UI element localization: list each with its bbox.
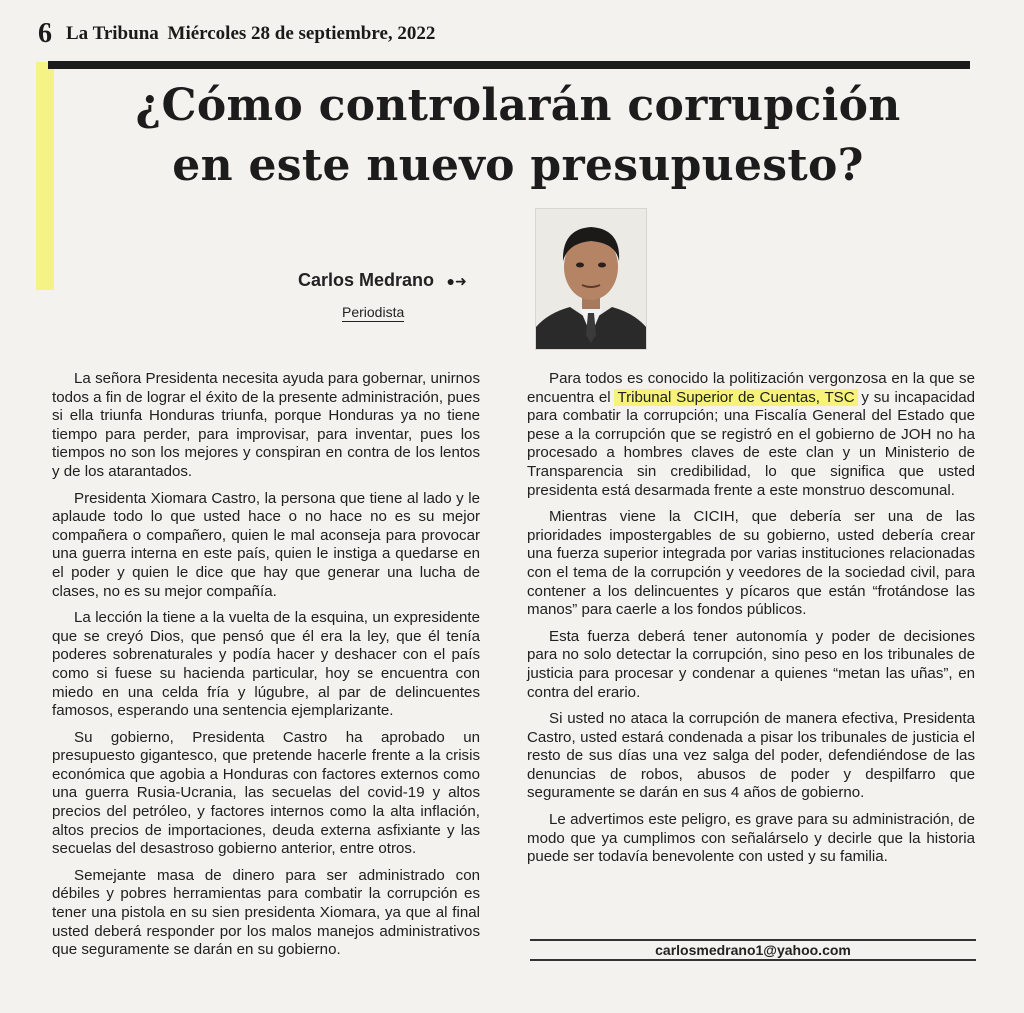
paragraph-text: Para todos es conocido la politización vergonzosa en la que se encuentra el	[527, 370, 975, 406]
paragraph: Mientras viene la CICIH, que debería ser una de las prioridades impostergables de su gobierno, usted debería crear una fuerza superior integrada por varias instituciones relacionadas con el tema de la corrupción y veedores de la sociedad civil, para contener a los delincuentes y pícaros que están “frotándose las manos” para caerle a los fondos públicos.	[527, 508, 975, 619]
author-photo	[535, 208, 647, 350]
top-rule	[48, 61, 970, 69]
headline-line-2: en este nuevo presupuesto?	[172, 140, 864, 191]
highlighted-text: Tribunal Superior de Cuentas, TSC	[614, 389, 857, 406]
paragraph: Presidenta Xiomara Castro, la persona que tiene al lado y le aplaude todo lo que usted hace o no hace no es su mejor compañera o compañero, quien le mal aconseja para provocar una guerra interna en este país, quien le instiga a quedarse en el poder y quien le dice que hay que generar una lucha de clases, no es su mejor compañía.	[52, 489, 480, 600]
arrow-ornament-icon: ●➜	[446, 273, 467, 289]
page-header	[38, 18, 435, 50]
article-column-right	[527, 370, 975, 875]
author-name: Carlos Medrano	[298, 270, 435, 290]
paragraph: La lección la tiene a la vuelta de la esquina, un expresidente que se creyó Dios, que pensó que él era la ley, que él tenía poderes sobrenaturales y podía hacer y deshacer con el país como si fuese su hacienda particular, hoy se encuentra con miedo en una celda fría y lúgubre, al par de delincuentes famosos, esperando una sentencia ejemplarizante.	[52, 609, 480, 720]
paragraph	[527, 370, 975, 500]
paragraph: Le advertimos este peligro, es grave para su administración, de modo que ya cumplimos con señalárselo y decirle que la historia puede ser todavía benevolente con usted y su familia.	[527, 811, 975, 866]
footer-rule-bottom	[530, 959, 976, 961]
paragraph-text: y su incapacidad para combatir la corrupción; una Fiscalía General del Estado que pese a la corrupción que se registró en el gobierno de JOH no ha procesado a hombres claves de este clan y un Ministerio de Transparencia sin credibilidad, lo que significa que usted presidenta está desarmada frente a este monstruo descomunal.	[527, 388, 976, 499]
byline	[298, 270, 518, 320]
author-role: Periodista	[342, 304, 405, 320]
paragraph: La señora Presidenta necesita ayuda para gobernar, unirnos todos a fin de lograr el éxito de la presente administración, pues si ella triunfa Honduras triunfa, porque Honduras ya no tiene tiempo para perder, para improvisar, para inventar, pues los tiempos no son los mejores y conspiran en contra de los lentos y de los atarantados.	[52, 370, 480, 480]
footer-rule-top	[530, 939, 976, 941]
paragraph: Su gobierno, Presidenta Castro ha aprobado un presupuesto gigantesco, que pretende hacerle frente a la crisis económica que agobia a Honduras con factores externos como una guerra Rusia-Ucrania, las secuelas del covid-19 y altos precios del petróleo, y factores internos como la alta inflación, altos precios de importaciones, deuda externa asfixiante y las secuelas del desastroso gobierno anterior, entre otros.	[52, 728, 480, 858]
article-column-left	[52, 370, 480, 968]
paragraph: Si usted no ataca la corrupción de manera efectiva, Presidenta Castro, usted estará condenada a pisar los tribunales de justicia el resto de sus días una vez salga del poder, defendiéndose de las denuncias de robos, abusos de poder y despilfarro que seguramente se darán en sus 4 años de gobierno.	[527, 710, 975, 802]
newspaper-name: La Tribuna	[66, 23, 159, 44]
paragraph: Semejante masa de dinero para ser administrado con débiles y pobres herramientas para combatir la corrupción es tener una pistola en su sien presidenta Xiomara, ya que al final usted deberá responder por los malos manejos administrativos que seguramente se darán en su gobierno.	[52, 866, 480, 959]
headline	[58, 76, 978, 196]
author-email: carlosmedrano1@yahoo.com	[655, 942, 851, 958]
publication-date: Miércoles 28 de septiembre, 2022	[167, 23, 436, 44]
headline-line-1: ¿Cómo controlarán corrupción	[135, 80, 901, 131]
page-number: 6	[38, 18, 52, 49]
paragraph: Esta fuerza deberá tener autonomía y poder de decisiones para no solo detectar la corrupción, sino peso en los tribunales de justicia para procesar y condenar a quienes “metan las uñas”, en contra del erario.	[527, 627, 975, 701]
author-portrait-icon	[536, 209, 646, 349]
highlighter-mark	[36, 62, 54, 290]
